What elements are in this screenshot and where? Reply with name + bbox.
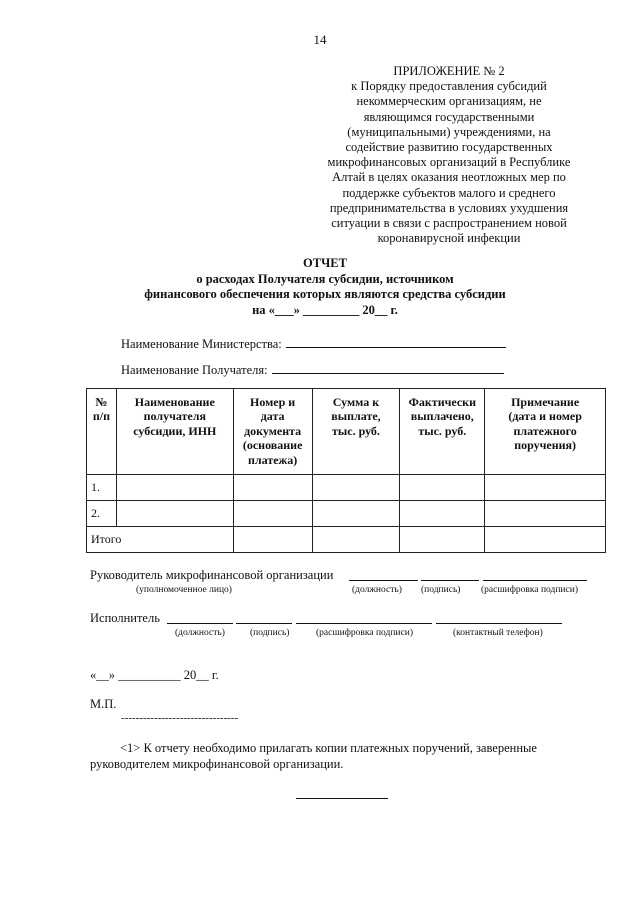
recipient-label: Наименование Получателя: [121,363,268,377]
table-total-row [87,527,606,553]
col-header-number: № п/п [87,389,117,475]
table-cell[interactable] [233,475,312,501]
table-cell[interactable] [233,501,312,527]
date-line: «__» __________ 20__ г. [90,668,219,682]
col-header-recipient: Наименование получателя субсидии, ИНН [116,389,233,475]
recipient-input-line[interactable] [272,362,504,374]
head-decode-caption: (расшифровка подписи) [481,585,578,595]
ministry-label: Наименование Министерства: [121,337,282,351]
table-cell[interactable] [400,475,485,501]
appendix-line: ситуации в связи с распространением новой [331,216,567,231]
executor-phone-line[interactable] [436,612,562,624]
col-header-actual-paid: Фактически выплачено, тыс. руб. [400,389,485,475]
ministry-field [121,336,506,352]
appendix-line: являющимся государственными [363,109,535,124]
recipient-field [121,362,504,378]
executor-phone-caption: (контактный телефон) [453,628,543,638]
executor-decode-line[interactable] [296,612,432,624]
executor-position-caption: (должность) [175,628,225,638]
col-header-amount-due: Сумма к выплате, тыс. руб. [312,389,400,475]
table-row [87,475,606,501]
appendix-line: ПРИЛОЖЕНИЕ № 2 [393,64,505,78]
head-decode-line[interactable] [483,569,587,581]
table-cell[interactable] [485,501,606,527]
appendix-line: Алтай в целях оказания неотложных мер по [332,170,566,185]
head-signature-label: Руководитель микрофинансовой организации [90,568,334,582]
col-header-document: Номер и дата документа (основание платежа) [233,389,312,475]
head-signature-line[interactable] [421,569,479,581]
end-divider [296,798,388,799]
report-date-line: на «___» _________ 20__ г. [252,302,398,317]
appendix-line: к Порядку предоставления субсидий [351,79,547,94]
table-cell[interactable] [116,475,233,501]
head-position-caption: (должность) [352,585,402,595]
ministry-input-line[interactable] [286,336,506,348]
appendix-line: поддержке субъектов малого и среднего [342,185,556,200]
appendix-line: коронавирусной инфекции [377,231,521,246]
report-subtitle-line: финансового обеспечения которых являются средства субсидии [144,287,506,301]
stamp-label: М.П. [90,697,117,711]
table-cell[interactable] [485,527,606,553]
head-signature-caption: (подпись) [421,585,461,595]
table-cell[interactable] [116,501,233,527]
footnote-line: руководителем микрофинансовой организации. [90,757,344,771]
executor-position-line[interactable] [167,612,233,624]
executor-decode-caption: (расшифровка подписи) [316,628,413,638]
report-table [86,388,606,553]
report-title [60,256,590,318]
table-header-row [87,389,606,475]
appendix-line: предпринимательства в условиях ухудшения [329,200,569,215]
footnote-line: <1> К отчету необходимо прилагать копии платежных поручений, заверенные [120,741,537,755]
appendix-line: микрофинансовых организаций в Республике [327,155,571,170]
table-cell[interactable] [312,501,400,527]
report-subtitle-line: о расходах Получателя субсидии, источником [196,271,454,286]
report-heading: ОТЧЕТ [303,256,347,270]
executor-signature-line[interactable] [236,612,292,624]
table-cell[interactable] [400,527,485,553]
executor-label: Исполнитель [90,611,160,625]
head-authorized-caption: (уполномоченное лицо) [136,585,232,595]
table-cell[interactable] [233,527,312,553]
row-number: 1. [87,475,117,501]
appendix-line: содействие развитию государственных [345,140,553,155]
table-cell[interactable] [312,475,400,501]
appendix-line: (муниципальными) учреждениями, на [347,124,551,139]
footnote [90,740,596,772]
page-number: 14 [313,32,327,47]
col-header-note: Примечание (дата и номер платежного поручения) [485,389,606,475]
head-position-line[interactable] [349,569,418,581]
total-label: Итого [87,527,234,553]
table-row [87,501,606,527]
appendix-line: некоммерческим организациям, не [356,94,542,109]
table-cell[interactable] [400,501,485,527]
table-cell[interactable] [485,475,606,501]
appendix-header [318,64,580,246]
footnote-separator: -------------------------------- [121,712,239,724]
row-number: 2. [87,501,117,527]
executor-signature-caption: (подпись) [250,628,290,638]
table-cell[interactable] [312,527,400,553]
